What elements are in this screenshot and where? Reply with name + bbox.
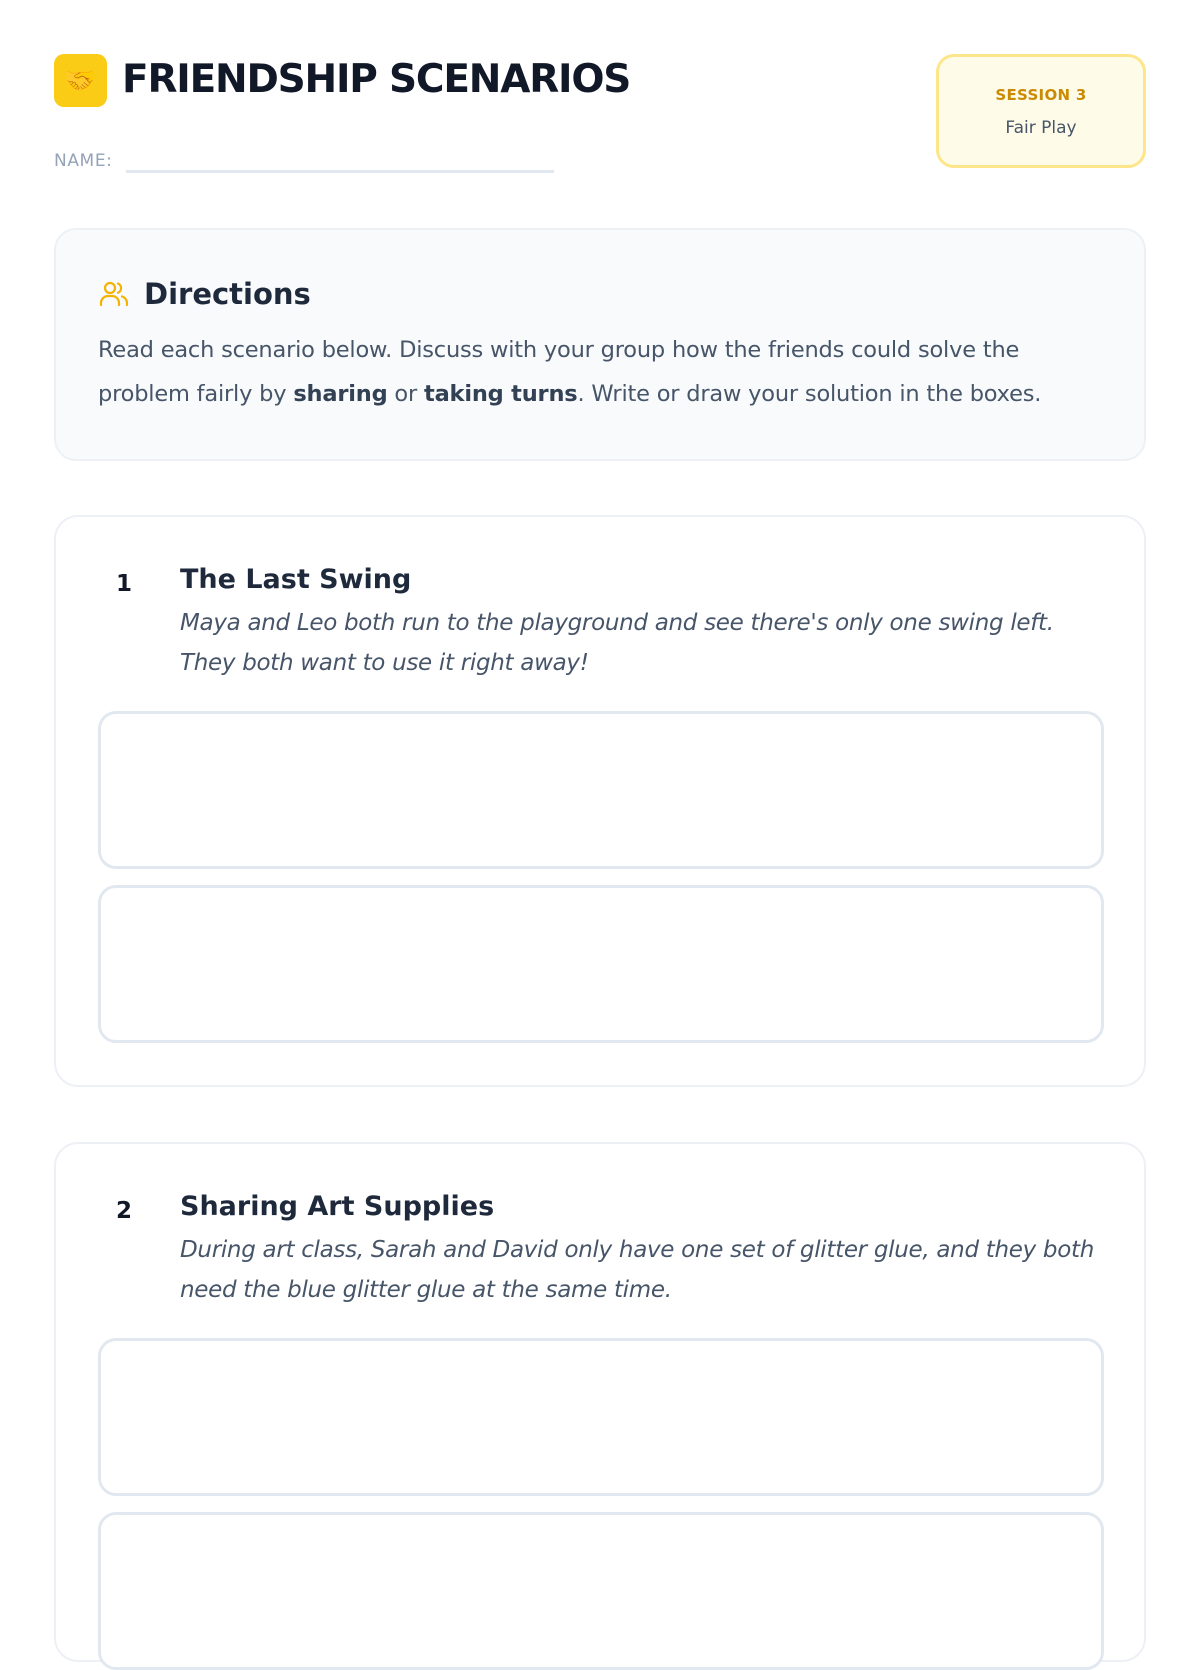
scenario-card (54, 515, 1146, 1087)
directions-title: Directions (144, 277, 311, 311)
scenario-card (54, 1142, 1146, 1662)
handshake-glyph: 🤝 (64, 65, 97, 96)
scenario-number: 2 (116, 1198, 133, 1224)
scenario-description: During art class, Sarah and David only have one set of glitter glue, and they both need the blue glitter glue at the same time. (180, 1237, 1094, 1303)
session-label: SESSION 3 (995, 86, 1087, 104)
name-row (54, 140, 554, 173)
directions-text-3: . Write or draw your solution in the boxes. (577, 381, 1042, 407)
answer-box[interactable] (98, 1512, 1104, 1670)
name-label: NAME: (54, 151, 113, 171)
answer-box[interactable] (98, 885, 1104, 1043)
scenario-description: Maya and Leo both run to the playground and see there's only one swing left. They both want to use it right away! (180, 610, 1054, 676)
name-field[interactable] (126, 140, 554, 173)
scenario-title: The Last Swing (180, 564, 412, 595)
worksheet-page (54, 0, 1146, 1303)
session-subtitle: Fair Play (1005, 118, 1077, 138)
session-badge (936, 54, 1146, 168)
users-icon (98, 278, 130, 310)
directions-text-1: Read each scenario below. Discuss with your group how the friends could solve the problem fairly by (98, 337, 1020, 407)
directions-bold-sharing: sharing (293, 381, 388, 407)
scenario-title: Sharing Art Supplies (180, 1191, 495, 1222)
scenario-number: 1 (116, 571, 133, 597)
worksheet-header (54, 0, 1146, 200)
answer-box[interactable] (98, 711, 1104, 869)
directions-bold-taking-turns: taking turns (424, 381, 578, 407)
directions-text (98, 328, 1104, 416)
page-title: FRIENDSHIP SCENARIOS (122, 57, 631, 102)
handshake-icon (54, 54, 107, 107)
directions-header (98, 274, 1104, 314)
directions-panel (54, 228, 1146, 461)
directions-text-2: or (387, 381, 425, 407)
answer-box[interactable] (98, 1338, 1104, 1496)
